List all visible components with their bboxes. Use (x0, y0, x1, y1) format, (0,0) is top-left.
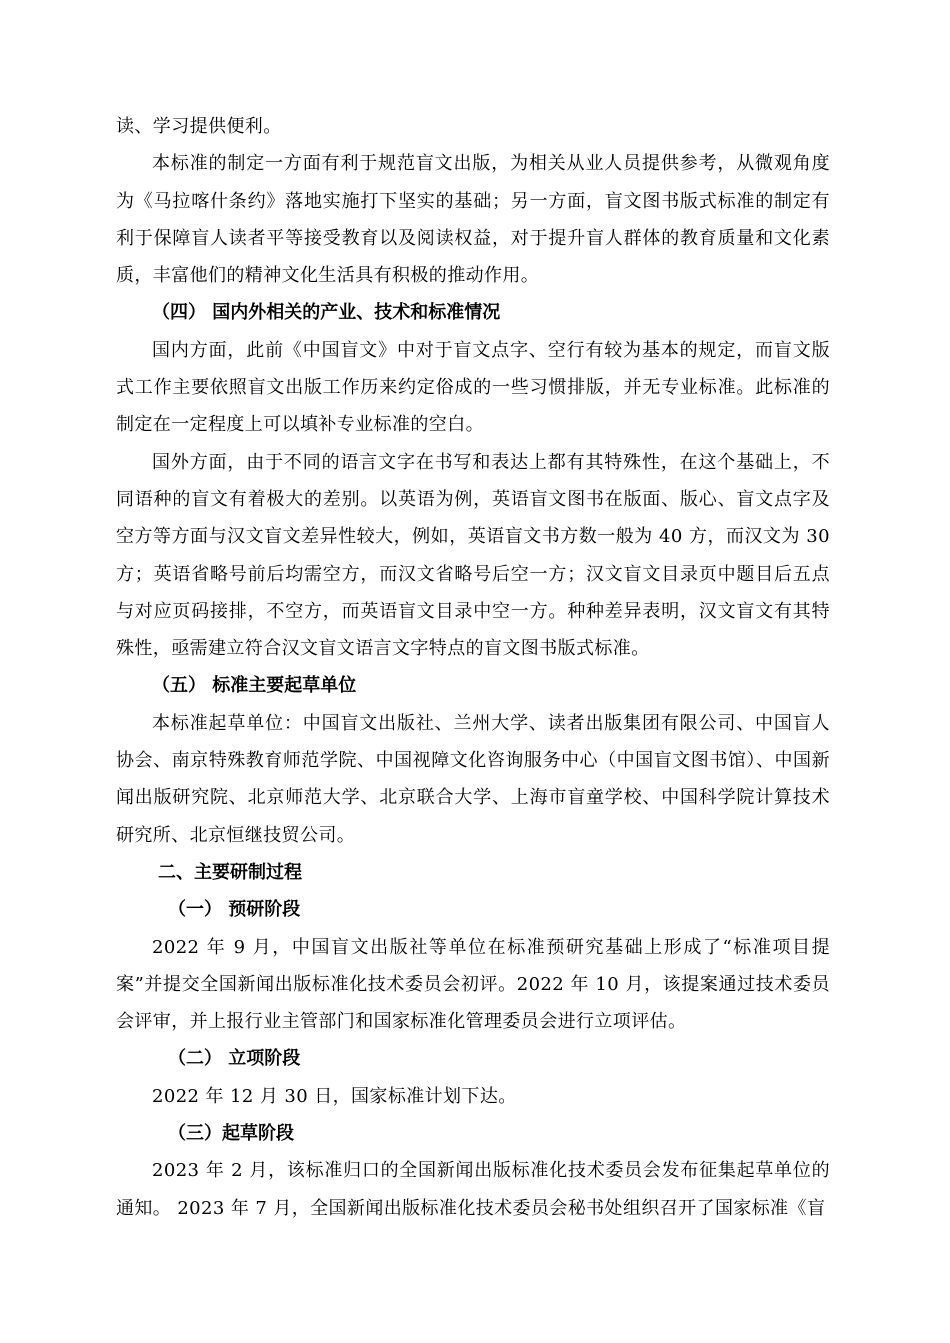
paragraph-pre-research: 2022 年 9 月，中国盲文出版社等单位在标准预研究基础上形成了“标准项目提案”并提交全国新闻出版标准化技术委员会初评。2022 年 10 月，该提案通过技术委员会评审，并上报行业主管部门和国家标准化管理委员会进行立项评估。 (116, 936, 830, 1033)
paragraph-significance: 本标准的制定一方面有利于规范盲文出版，为相关从业人员提供参考，从微观角度为《马拉喀什条约》落地实施打下坚实的基础；另一方面，盲文图书版式标准的制定有利于保障盲人读者平等接受教育以及阅读权益，对于提升盲人群体的教育质量和文化素质，丰富他们的精神文化生活具有积极的推动作用。 (116, 153, 830, 287)
document-body (116, 108, 830, 1227)
paragraph-drafting: 2023 年 2 月，该标准归口的全国新闻出版标准化技术委员会发布征集起草单位的通知。 2023 年 7 月，全国新闻出版标准化技术委员会秘书处组织召开了国家标准《盲 (116, 1160, 830, 1219)
heading-section-5: （五） 标准主要起草单位 (152, 675, 357, 697)
paragraph-domestic: 国内方面，此前《中国盲文》中对于盲文点字、空行有较为基本的规定，而盲文版式工作主要依照盲文出版工作历来约定俗成的一些习惯排版，并无专业标准。此标准的制定在一定程度上可以填补专业标准的空白。 (116, 339, 830, 436)
paragraph-continuation: 读、学习提供便利。 (116, 116, 282, 137)
paragraph-foreign: 国外方面，由于不同的语言文字在书写和表达上都有其特殊性，在这个基础上，不同语种的盲文有着极大的差别。以英语为例，英语盲文图书在版面、版心、盲文点字及空方等方面与汉文盲文差异性较大，例如，英语盲文书方数一般为 40 方，而汉文为 30 方；英语省略号前后均需空方，而汉文省略号后空一方；汉文盲文目录页中题目后五点与对应页码接排，不空方，而英语盲文目录中空一方。种种差异表明，汉文盲文有其特殊性，亟需建立符合汉文盲文语言文字特点的盲文图书版式标准。 (116, 451, 830, 660)
heading-stage-1: （一） 预研阶段 (168, 899, 301, 921)
heading-main-2: 二、主要研制过程 (158, 861, 302, 883)
paragraph-drafting-units: 本标准起草单位：中国盲文出版社、兰州大学、读者出版集团有限公司、中国盲人协会、南京特殊教育师范学院、中国视障文化咨询服务中心（中国盲文图书馆）、中国新闻出版研究院、北京师范大学、北京联合大学、上海市盲童学校、中国科学院计算技术研究所、北京恒继技贸公司。 (116, 712, 830, 846)
heading-section-4: （四） 国内外相关的产业、技术和标准情况 (152, 302, 501, 324)
heading-stage-3: （三）起草阶段 (168, 1123, 294, 1145)
paragraph-approval: 2022 年 12 月 30 日，国家标准计划下达。 (152, 1085, 517, 1107)
heading-stage-2: （二） 立项阶段 (168, 1048, 301, 1070)
